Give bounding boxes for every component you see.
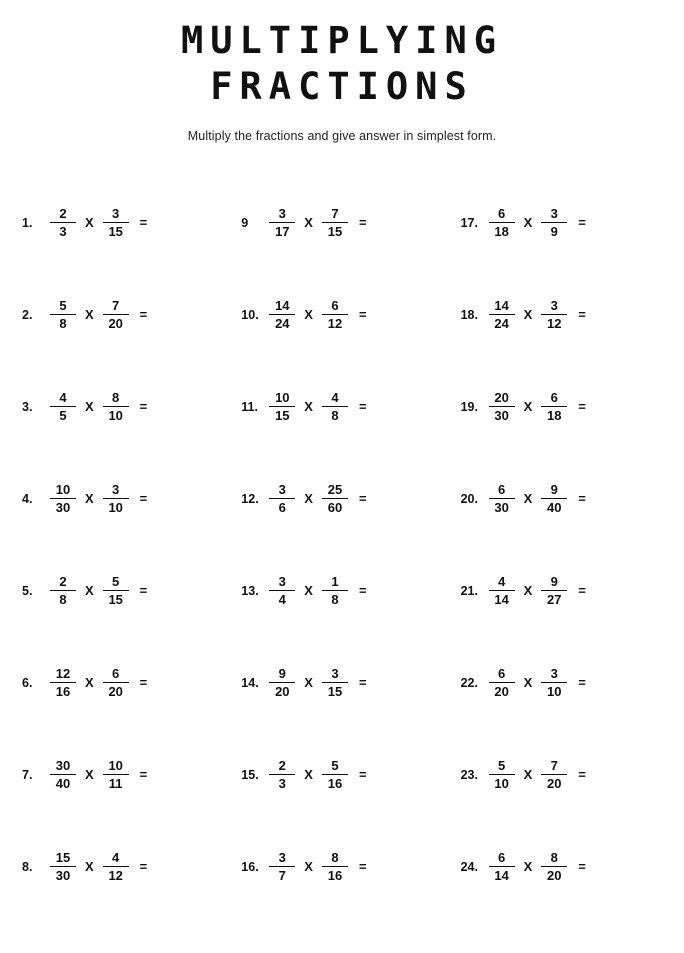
fraction-second [541, 389, 567, 425]
problem-item [16, 637, 235, 729]
equals-symbol: = [139, 675, 148, 690]
equals-symbol: = [578, 675, 586, 690]
fraction-first [50, 757, 76, 793]
equals-symbol: = [358, 215, 367, 230]
numerator: 9 [550, 481, 558, 497]
problem-column-1 [16, 177, 235, 913]
fraction-second [541, 573, 567, 609]
multiply-symbol: X [85, 215, 94, 230]
fraction-second [103, 205, 129, 241]
numerator: 7 [331, 205, 339, 221]
fraction-second [322, 481, 348, 517]
problem-item [235, 637, 454, 729]
multiply-symbol: X [85, 399, 94, 414]
multiply-symbol: X [304, 675, 313, 690]
denominator: 40 [547, 500, 562, 516]
equals-symbol: = [578, 767, 586, 782]
problem-item [235, 269, 454, 361]
fraction-first [50, 297, 76, 333]
fraction-second [541, 757, 567, 793]
problem-number: 15. [241, 767, 259, 782]
numerator: 3 [278, 205, 286, 221]
problem-item [16, 821, 235, 913]
denominator: 6 [278, 500, 286, 516]
denominator: 24 [275, 316, 290, 332]
multiply-symbol: X [304, 307, 313, 322]
numerator: 6 [331, 297, 339, 313]
numerator: 6 [497, 665, 506, 681]
multiply-symbol: X [523, 215, 533, 230]
denominator: 11 [108, 776, 123, 792]
fraction-second [541, 205, 567, 241]
denominator: 16 [55, 684, 71, 700]
numerator: 5 [497, 757, 506, 773]
multiply-symbol: X [85, 767, 94, 782]
equals-symbol: = [139, 215, 148, 230]
fraction-second [103, 757, 129, 793]
numerator: 2 [59, 573, 67, 589]
problem-column-2 [235, 177, 454, 913]
multiply-symbol: X [304, 859, 313, 874]
fraction-second [322, 757, 348, 793]
fraction-first [489, 665, 515, 701]
denominator: 3 [278, 776, 286, 792]
fraction-first [489, 757, 515, 793]
equals-symbol: = [578, 215, 586, 230]
denominator: 10 [494, 776, 509, 792]
problem-item [16, 453, 235, 545]
problem-item [455, 545, 674, 637]
problem-item [16, 361, 235, 453]
problem-number: 1. [22, 215, 33, 230]
multiply-symbol: X [85, 491, 94, 506]
fraction-second [103, 481, 129, 517]
equals-symbol: = [358, 307, 367, 322]
denominator: 40 [55, 776, 71, 792]
numerator: 8 [112, 389, 120, 405]
numerator: 3 [278, 849, 286, 865]
fraction-first [489, 389, 515, 425]
numerator: 6 [550, 389, 558, 405]
problem-number: 11. [241, 399, 258, 414]
fraction-first [489, 205, 515, 241]
denominator: 20 [547, 776, 562, 792]
problem-number: 23. [460, 767, 478, 782]
numerator: 3 [550, 665, 558, 681]
problem-number: 13. [241, 583, 259, 598]
numerator: 5 [331, 757, 339, 773]
numerator: 3 [112, 205, 120, 221]
fraction-first [50, 849, 76, 885]
denominator: 17 [275, 224, 290, 240]
fraction-first [269, 205, 295, 241]
equals-symbol: = [578, 307, 586, 322]
numerator: 1 [331, 573, 339, 589]
problem-number: 18. [460, 307, 478, 322]
problems-grid [10, 177, 674, 913]
denominator: 15 [108, 224, 123, 240]
problem-number: 4. [22, 491, 33, 506]
problem-item [16, 545, 235, 637]
denominator: 5 [59, 408, 67, 424]
denominator: 27 [547, 592, 562, 608]
multiply-symbol: X [523, 307, 533, 322]
equals-symbol: = [358, 491, 367, 506]
denominator: 12 [327, 316, 343, 332]
multiply-symbol: X [304, 215, 313, 230]
problem-item [455, 361, 674, 453]
problem-item [235, 821, 454, 913]
multiply-symbol: X [304, 399, 313, 414]
equals-symbol: = [358, 767, 367, 782]
problem-number: 9 [241, 215, 249, 230]
multiply-symbol: X [304, 491, 313, 506]
numerator: 2 [59, 205, 67, 221]
problem-item [455, 821, 674, 913]
fraction-second [322, 205, 348, 241]
denominator: 16 [327, 868, 343, 884]
problem-number: 8. [22, 859, 33, 874]
denominator: 15 [108, 592, 123, 608]
numerator: 4 [112, 849, 120, 865]
numerator: 9 [550, 573, 558, 589]
numerator: 9 [278, 665, 286, 681]
denominator: 60 [327, 500, 343, 516]
fraction-second [322, 849, 348, 885]
equals-symbol: = [358, 675, 367, 690]
fraction-first [269, 665, 295, 701]
fraction-second [322, 665, 348, 701]
denominator: 8 [331, 592, 339, 608]
fraction-first [269, 297, 295, 333]
fraction-second [541, 665, 567, 701]
multiply-symbol: X [523, 767, 533, 782]
problem-number: 14. [241, 675, 259, 690]
numerator: 3 [278, 481, 286, 497]
numerator: 6 [497, 205, 506, 221]
numerator: 7 [550, 757, 558, 773]
fraction-first [269, 481, 295, 517]
fraction-second [322, 389, 348, 425]
denominator: 20 [547, 868, 562, 884]
denominator: 20 [108, 684, 123, 700]
numerator: 10 [55, 481, 71, 497]
fraction-first [489, 573, 515, 609]
equals-symbol: = [139, 859, 148, 874]
problem-item [235, 453, 454, 545]
fraction-first [50, 665, 76, 701]
numerator: 5 [59, 297, 67, 313]
equals-symbol: = [139, 491, 148, 506]
denominator: 30 [55, 868, 71, 884]
equals-symbol: = [139, 307, 148, 322]
equals-symbol: = [578, 491, 586, 506]
page-title-line-1: MULTIPLYING [180, 19, 504, 62]
numerator: 30 [55, 757, 71, 773]
fraction-second [541, 481, 567, 517]
problem-number: 22. [460, 675, 478, 690]
denominator: 12 [108, 868, 123, 884]
instructions-text: Multiply the fractions and give answer in simplest form. [187, 128, 497, 143]
fraction-second [322, 297, 348, 333]
problem-item [235, 361, 454, 453]
denominator: 15 [275, 408, 290, 424]
denominator: 10 [108, 500, 123, 516]
problem-number: 21. [460, 583, 478, 598]
page-title [62, 18, 622, 111]
fraction-second [103, 297, 129, 333]
denominator: 20 [108, 316, 123, 332]
denominator: 16 [327, 776, 343, 792]
denominator: 18 [494, 224, 509, 240]
problem-item [235, 545, 454, 637]
numerator: 10 [108, 757, 123, 773]
denominator: 10 [108, 408, 123, 424]
equals-symbol: = [578, 583, 586, 598]
denominator: 30 [494, 408, 509, 424]
problem-item [455, 453, 674, 545]
denominator: 8 [59, 592, 67, 608]
equals-symbol: = [139, 767, 148, 782]
equals-symbol: = [358, 583, 367, 598]
denominator: 3 [59, 224, 67, 240]
multiply-symbol: X [304, 767, 313, 782]
numerator: 8 [550, 849, 558, 865]
fraction-second [103, 573, 129, 609]
problem-item [16, 269, 235, 361]
denominator: 8 [59, 316, 67, 332]
multiply-symbol: X [85, 859, 94, 874]
problem-number: 6. [22, 675, 33, 690]
numerator: 14 [494, 297, 509, 313]
problem-item [16, 177, 235, 269]
problem-item [455, 269, 674, 361]
numerator: 7 [112, 297, 120, 313]
denominator: 18 [547, 408, 562, 424]
fraction-first [269, 757, 295, 793]
numerator: 3 [550, 297, 558, 313]
equals-symbol: = [578, 859, 586, 874]
denominator: 7 [278, 868, 286, 884]
problem-number: 2. [22, 307, 33, 322]
numerator: 25 [327, 481, 343, 497]
problem-number: 10. [241, 307, 259, 322]
denominator: 4 [278, 592, 286, 608]
numerator: 8 [331, 849, 339, 865]
denominator: 9 [550, 224, 558, 240]
fraction-first [50, 573, 76, 609]
equals-symbol: = [358, 399, 367, 414]
multiply-symbol: X [523, 583, 533, 598]
multiply-symbol: X [85, 307, 94, 322]
fraction-first [50, 389, 76, 425]
numerator: 4 [331, 389, 339, 405]
equals-symbol: = [139, 399, 148, 414]
fraction-first [269, 389, 295, 425]
numerator: 6 [497, 481, 506, 497]
multiply-symbol: X [523, 675, 533, 690]
problem-number: 20. [460, 491, 478, 506]
numerator: 6 [112, 665, 120, 681]
denominator: 20 [275, 684, 290, 700]
denominator: 30 [494, 500, 509, 516]
denominator: 12 [547, 316, 562, 332]
multiply-symbol: X [304, 583, 313, 598]
numerator: 3 [550, 205, 558, 221]
denominator: 10 [547, 684, 562, 700]
denominator: 14 [494, 868, 509, 884]
fraction-first [50, 481, 76, 517]
numerator: 20 [494, 389, 509, 405]
denominator: 8 [331, 408, 339, 424]
fraction-second [322, 573, 348, 609]
multiply-symbol: X [85, 675, 94, 690]
multiply-symbol: X [523, 491, 533, 506]
problem-number: 19. [460, 399, 478, 414]
numerator: 10 [275, 389, 290, 405]
equals-symbol: = [358, 859, 367, 874]
numerator: 12 [55, 665, 71, 681]
fraction-first [489, 481, 515, 517]
problem-number: 24. [460, 859, 478, 874]
numerator: 15 [55, 849, 71, 865]
problem-item [455, 637, 674, 729]
equals-symbol: = [578, 399, 586, 414]
numerator: 3 [278, 573, 286, 589]
numerator: 5 [112, 573, 120, 589]
problem-number: 7. [22, 767, 33, 782]
multiply-symbol: X [85, 583, 94, 598]
multiply-symbol: X [523, 859, 533, 874]
fraction-first [269, 573, 295, 609]
problem-item [235, 729, 454, 821]
numerator: 2 [278, 757, 286, 773]
multiply-symbol: X [523, 399, 533, 414]
fraction-first [489, 297, 515, 333]
denominator: 15 [327, 684, 343, 700]
fraction-second [541, 849, 567, 885]
fraction-first [50, 205, 76, 241]
fraction-second [103, 665, 129, 701]
problem-number: 5. [22, 583, 33, 598]
numerator: 3 [331, 665, 339, 681]
fraction-second [541, 297, 567, 333]
problem-column-3 [455, 177, 674, 913]
problem-item [235, 177, 454, 269]
problem-item [455, 177, 674, 269]
problem-number: 12. [241, 491, 259, 506]
fraction-second [103, 849, 129, 885]
denominator: 20 [494, 684, 509, 700]
fraction-first [269, 849, 295, 885]
denominator: 14 [494, 592, 509, 608]
problem-number: 16. [241, 859, 259, 874]
problem-item [16, 729, 235, 821]
denominator: 30 [55, 500, 71, 516]
problem-number: 17. [460, 215, 478, 230]
numerator: 6 [497, 849, 506, 865]
equals-symbol: = [139, 583, 148, 598]
numerator: 4 [497, 573, 506, 589]
numerator: 3 [112, 481, 120, 497]
fraction-first [489, 849, 515, 885]
problem-number: 3. [22, 399, 33, 414]
problem-item [455, 729, 674, 821]
page-title-line-2: FRACTIONS [210, 65, 474, 109]
numerator: 14 [275, 297, 290, 313]
denominator: 24 [494, 316, 509, 332]
fraction-second [103, 389, 129, 425]
denominator: 15 [327, 224, 343, 240]
numerator: 4 [59, 389, 67, 405]
